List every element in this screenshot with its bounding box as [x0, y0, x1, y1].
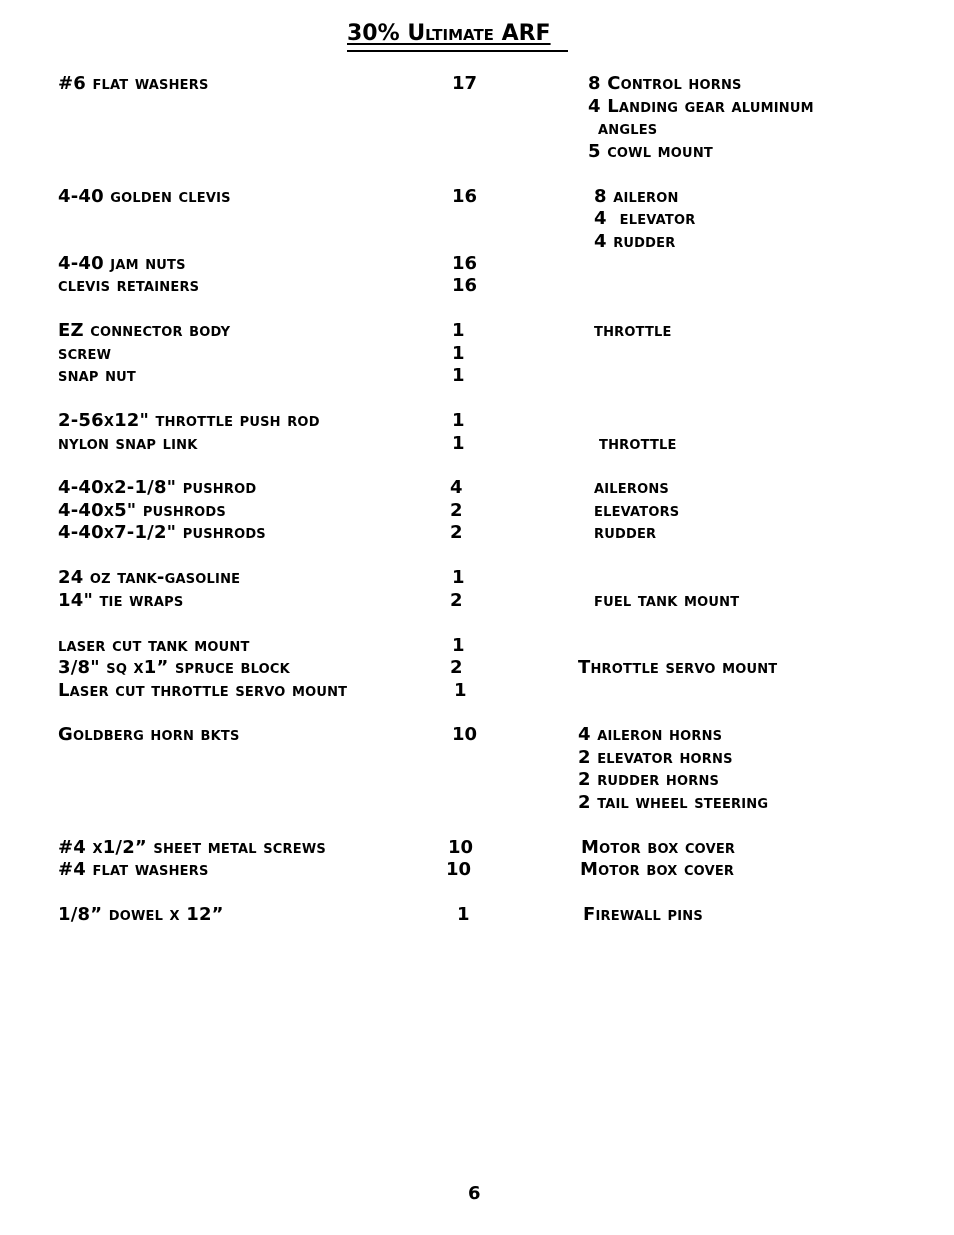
item-qty: 2: [450, 657, 463, 678]
item-qty: 1: [452, 343, 465, 364]
item-name: 4-40x2-1/8" pushrod: [58, 477, 257, 498]
item-name: 14" tie wraps: [58, 590, 184, 611]
item-use: Throttle servo mount: [578, 657, 778, 678]
item-qty: 1: [457, 904, 470, 925]
item-use: 4 elevator: [594, 208, 696, 229]
item-qty: 2: [450, 522, 463, 543]
item-qty: 17: [452, 73, 478, 94]
item-qty: 1: [452, 365, 465, 386]
item-use: throttle: [599, 433, 677, 454]
item-use: 2 tail wheel steering: [578, 792, 769, 813]
item-use: 4 aileron horns: [578, 724, 723, 745]
page-number: 6: [468, 1183, 481, 1204]
item-qty: 16: [452, 275, 478, 296]
item-use: Motor box cover: [581, 837, 736, 858]
item-use: 5 cowl mount: [588, 141, 713, 162]
item-qty: 2: [450, 500, 463, 521]
item-use: 2 elevator horns: [578, 747, 733, 768]
item-use: throttle: [594, 320, 672, 341]
item-name: clevis retainers: [58, 275, 200, 296]
item-use: 4 rudder: [594, 231, 676, 252]
item-name: #4 flat washers: [58, 859, 209, 880]
item-use: 8 aileron: [594, 186, 679, 207]
item-use: 4 Landing gear aluminum: [588, 96, 814, 117]
item-name: 4-40 golden clevis: [58, 186, 231, 207]
item-use: fuel tank mount: [594, 590, 740, 611]
item-name: #6 flat washers: [58, 73, 209, 94]
item-qty: 1: [452, 410, 465, 431]
item-qty: 16: [452, 186, 478, 207]
item-qty: 2: [450, 590, 463, 611]
item-name: 4-40x7-1/2" pushrods: [58, 522, 266, 543]
item-name: 2-56x12" throttle push rod: [58, 410, 320, 431]
item-name: screw: [58, 343, 112, 364]
item-qty: 10: [446, 859, 472, 880]
item-name: nylon snap link: [58, 433, 198, 454]
item-name: Goldberg horn bkts: [58, 724, 240, 745]
item-qty: 1: [452, 567, 465, 588]
item-qty: 1: [452, 320, 465, 341]
item-use: 2 rudder horns: [578, 769, 720, 790]
item-qty: 10: [452, 724, 478, 745]
item-qty: 16: [452, 253, 478, 274]
item-name: #4 x1/2” sheet metal screws: [58, 837, 326, 858]
item-name: EZ connector body: [58, 320, 231, 341]
item-name: snap nut: [58, 365, 137, 386]
item-use: angles: [598, 118, 658, 139]
page-title: 30% Ultimate ARF: [347, 20, 568, 52]
item-use: elevators: [594, 500, 680, 521]
item-use: rudder: [594, 522, 657, 543]
item-qty: 4: [450, 477, 463, 498]
item-qty: 10: [448, 837, 474, 858]
item-name: Laser cut throttle servo mount: [58, 680, 348, 701]
item-name: 1/8” dowel x 12”: [58, 904, 224, 925]
item-qty: 1: [454, 680, 467, 701]
item-name: 4-40x5" pushrods: [58, 500, 226, 521]
item-name: 24 oz tank-gasoline: [58, 567, 241, 588]
item-name: 3/8" sq x1” spruce block: [58, 657, 290, 678]
item-use: Motor box cover: [580, 859, 735, 880]
item-use: 8 Control horns: [588, 73, 742, 94]
item-name: laser cut tank mount: [58, 635, 250, 656]
item-use: Firewall pins: [583, 904, 703, 925]
item-qty: 1: [452, 433, 465, 454]
item-name: 4-40 jam nuts: [58, 253, 186, 274]
item-use: ailerons: [594, 477, 669, 498]
item-qty: 1: [452, 635, 465, 656]
